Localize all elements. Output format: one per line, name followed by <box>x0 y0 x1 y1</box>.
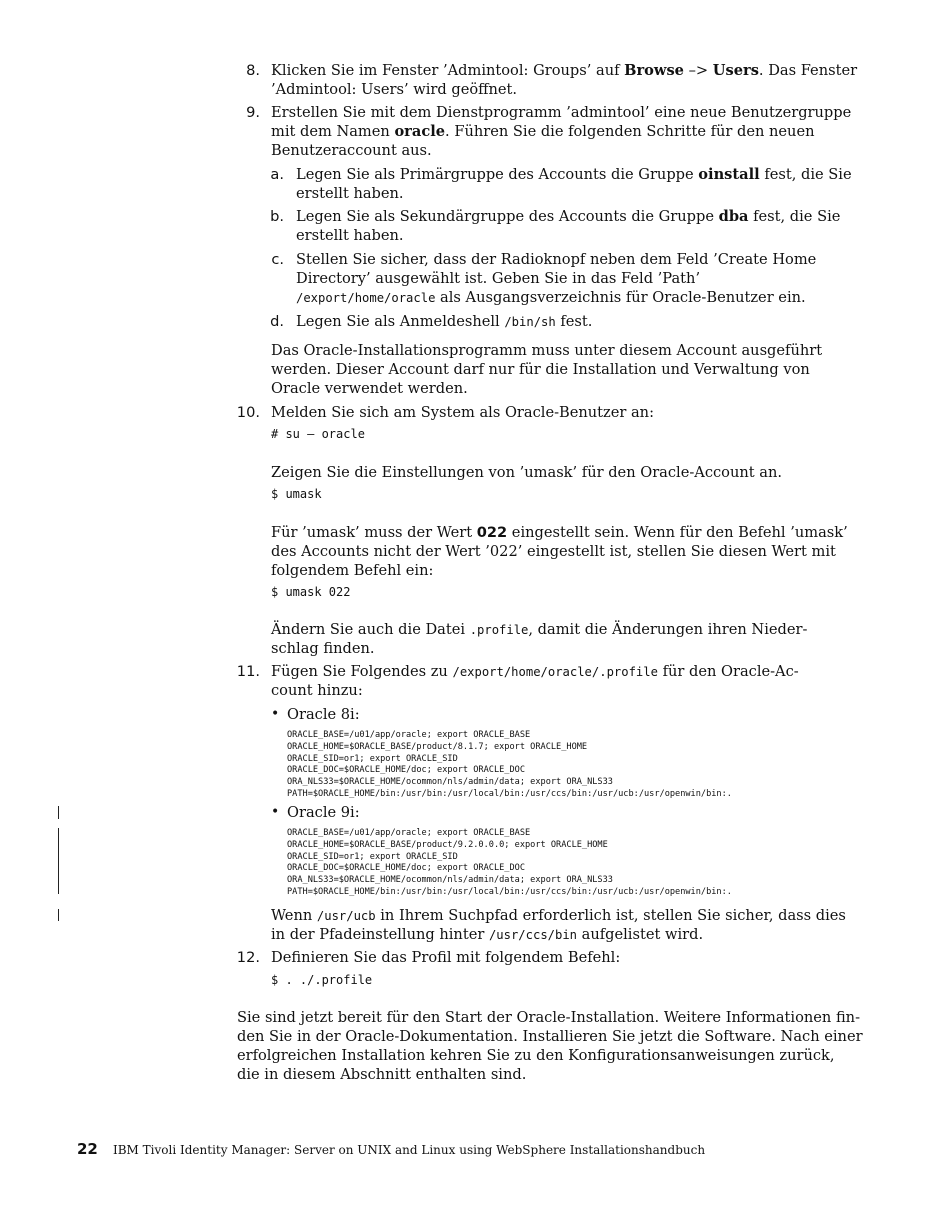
step-9-line-2: mit dem Namen oracle. Führen Sie die folgenden Schritte für den neuen <box>271 123 815 140</box>
substep-c-line-1: Stellen Sie sicher, dass der Radioknopf neben dem Feld ’Create Home <box>296 251 817 268</box>
step-number: 8. <box>246 62 260 79</box>
step-11-para-line-2: in der Pfadeinstellung hinter /usr/ccs/bin aufgelistet wird. <box>271 926 704 943</box>
step-11-line-2: count hinzu: <box>271 682 363 699</box>
oracle-9i-code-line: ORACLE_DOC=$ORACLE_HOME/doc; export ORACLE_DOC <box>287 863 525 873</box>
closing-line: Sie sind jetzt bereit für den Start der Oracle-Installation. Weitere Informationen fin- <box>237 1009 861 1026</box>
step-8-line-2: ’Admintool: Users’ wird geöffnet. <box>271 81 518 98</box>
bullet: • <box>271 804 280 820</box>
oracle-9i-code-line: PATH=$ORACLE_HOME/bin:/usr/bin:/usr/local/bin:/usr/ccs/bin:/usr/ucb:/usr/openwin/bin:. <box>287 887 732 897</box>
substep-a-line-2: erstellt haben. <box>296 185 404 202</box>
step-number: 12. <box>236 949 260 966</box>
substep-label: d. <box>270 313 284 330</box>
oracle-9i-code-line: ORACLE_SID=or1; export ORACLE_SID <box>287 852 458 862</box>
step-9-para-line-2: werden. Dieser Account darf nur für die Installation und Verwaltung von <box>271 361 810 378</box>
step-10-para-3-line-1: Ändern Sie auch die Datei .profile, damit die Änderungen ihren Nieder- <box>271 621 808 638</box>
closing-line: die in diesem Abschnitt enthalten sind. <box>237 1066 527 1083</box>
step-9-para-line-3: Oracle verwendet werden. <box>271 380 468 397</box>
substep-c-line-3: /export/home/oracle als Ausgangsverzeichnis für Oracle-Benutzer ein. <box>296 289 806 306</box>
command-umask-022: $ umask 022 <box>271 585 351 599</box>
substep-label: b. <box>270 208 284 225</box>
step-9-line-1: Erstellen Sie mit dem Dienstprogramm ’admintool’ eine neue Benutzergruppe <box>271 104 852 121</box>
oracle-9i-code-line: ORACLE_HOME=$ORACLE_BASE/product/9.2.0.0.0; export ORACLE_HOME <box>287 840 608 850</box>
step-10-para-2-line-2: des Accounts nicht der Wert ’022’ eingestellt ist, stellen Sie diesen Wert mit <box>271 543 836 560</box>
substep-label: c. <box>271 251 284 268</box>
oracle-8i-code-line: ORACLE_SID=or1; export ORACLE_SID <box>287 754 458 764</box>
step-10-para-2-line-3: folgendem Befehl ein: <box>271 562 434 579</box>
oracle-9i-code-line: ORACLE_BASE=/u01/app/oracle; export ORACLE_BASE <box>287 828 531 838</box>
footer-title: IBM Tivoli Identity Manager: Server on UNIX and Linux using WebSphere Installationshandbuch <box>113 1143 706 1157</box>
substep-b-line-1: Legen Sie als Sekundärgruppe des Accounts die Gruppe dba fest, die Sie <box>296 208 841 225</box>
revision-bar <box>58 909 59 921</box>
oracle-9i-label: Oracle 9i: <box>287 804 360 821</box>
step-10-para-2-line-1: Für ’umask’ muss der Wert 022 eingestellt sein. Wenn für den Befehl ’umask’ <box>271 524 848 541</box>
step-number: 11. <box>236 663 260 680</box>
oracle-9i-code-line: ORA_NLS33=$ORACLE_HOME/ocommon/nls/admin/data; export ORA_NLS33 <box>287 875 613 885</box>
step-10-para-1: Zeigen Sie die Einstellungen von ’umask’ für den Oracle-Account an. <box>271 464 782 481</box>
step-number: 10. <box>236 404 260 421</box>
substep-d-line-1: Legen Sie als Anmeldeshell /bin/sh fest. <box>296 313 593 330</box>
page-number: 22 <box>77 1140 98 1158</box>
closing-line: erfolgreichen Installation kehren Sie zu den Konfigurationsanweisungen zurück, <box>237 1047 835 1064</box>
substep-a-line-1: Legen Sie als Primärgruppe des Accounts die Gruppe oinstall fest, die Sie <box>296 166 852 183</box>
substep-label: a. <box>270 166 284 183</box>
oracle-8i-code-line: ORA_NLS33=$ORACLE_HOME/ocommon/nls/admin/data; export ORA_NLS33 <box>287 777 613 787</box>
step-8-line-1: Klicken Sie im Fenster ’Admintool: Groups’ auf Browse –> Users. Das Fenster <box>271 62 858 79</box>
command-su-oracle: # su – oracle <box>271 427 365 441</box>
oracle-8i-code-line: ORACLE_HOME=$ORACLE_BASE/product/8.1.7; export ORACLE_HOME <box>287 742 588 752</box>
step-9-para-line-1: Das Oracle-Installationsprogramm muss unter diesem Account ausgeführt <box>271 342 823 359</box>
step-number: 9. <box>246 104 260 121</box>
step-11-para-line-1: Wenn /usr/ucb in Ihrem Suchpfad erforderlich ist, stellen Sie sicher, dass dies <box>271 907 846 924</box>
oracle-8i-label: Oracle 8i: <box>287 706 360 723</box>
oracle-8i-code-line: ORACLE_BASE=/u01/app/oracle; export ORACLE_BASE <box>287 730 531 740</box>
step-10-line-1: Melden Sie sich am System als Oracle-Benutzer an: <box>271 404 654 421</box>
step-12-line-1: Definieren Sie das Profil mit folgendem Befehl: <box>271 949 621 966</box>
step-10-para-3-line-2: schlag finden. <box>271 640 375 657</box>
bullet: • <box>271 706 280 722</box>
substep-c-line-2: Directory’ ausgewählt ist. Geben Sie in das Feld ’Path’ <box>296 270 701 287</box>
command-umask: $ umask <box>271 487 322 501</box>
command-source-profile: $ . ./.profile <box>271 973 373 987</box>
closing-line: den Sie in der Oracle-Dokumentation. Installieren Sie jetzt die Software. Nach einer <box>237 1028 863 1045</box>
step-9-line-3: Benutzeraccount aus. <box>271 142 432 159</box>
oracle-8i-code-line: ORACLE_DOC=$ORACLE_HOME/doc; export ORACLE_DOC <box>287 765 525 775</box>
revision-bar <box>58 828 59 894</box>
revision-bar <box>58 806 59 819</box>
step-11-line-1: Fügen Sie Folgendes zu /export/home/oracle/.profile für den Oracle-Ac- <box>271 663 799 680</box>
substep-b-line-2: erstellt haben. <box>296 227 404 244</box>
oracle-8i-code-line: PATH=$ORACLE_HOME/bin:/usr/bin:/usr/local/bin:/usr/ccs/bin:/usr/ucb:/usr/openwin/bin:. <box>287 789 732 799</box>
